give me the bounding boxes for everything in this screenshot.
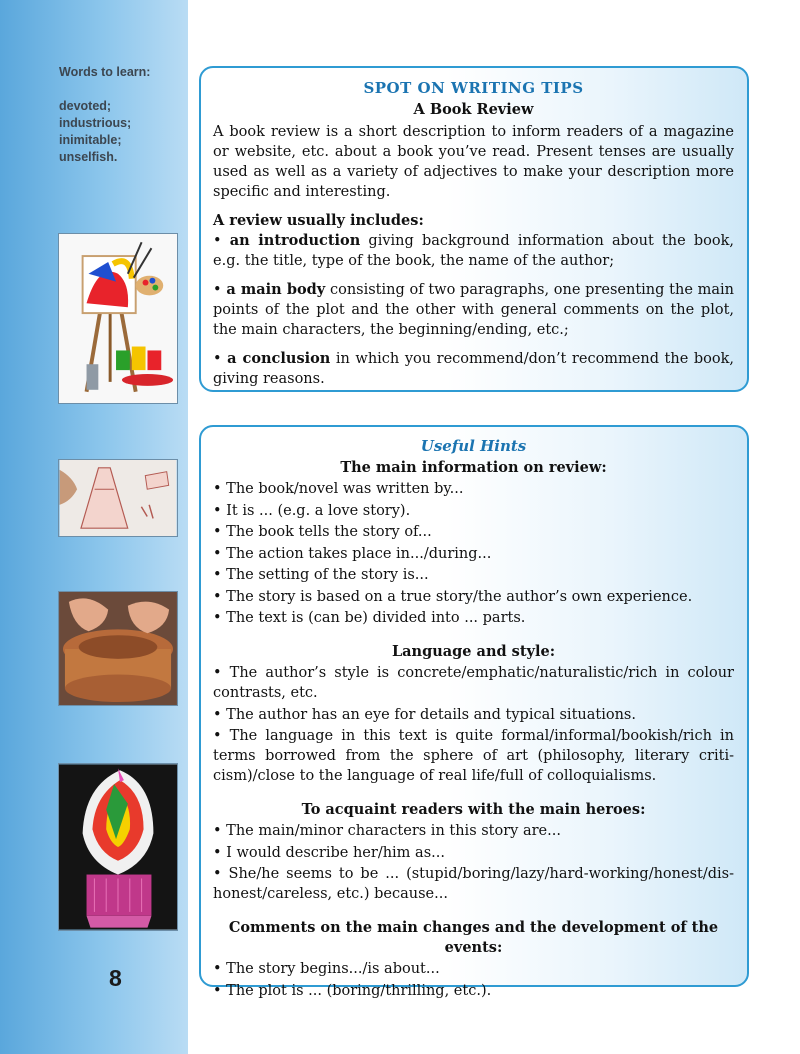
list-item: • The book tells the story of... [213,524,432,540]
includes-label: A review usually includes: [213,212,424,229]
tips-subtitle: A Book Review [413,101,534,118]
modular-origami-icon [58,763,178,931]
list-item: • The author has an eye for details and typical situations. [213,706,636,723]
words-title: Words to learn: [59,65,151,79]
section-heading: Language and style: [391,643,556,660]
include-term: an introduction [229,232,361,249]
list-item: • The action takes place in.../during... [213,545,492,562]
section-heading: The main information on review: [340,459,607,476]
list-item: • I would describe her/him as... [213,844,445,861]
hint-list [213,821,734,904]
include-item [213,280,734,340]
list-item: • The setting of the story is... [213,567,429,583]
hint-list [213,663,734,786]
dress-sketch-drawing [59,460,177,536]
bullet: • [213,351,222,367]
include-term: a main body [226,281,326,298]
include-text: giving background information about the book, e.g. the title, type of the book, the name of the author; [213,233,734,269]
hint-list [213,479,734,628]
bullet: • [213,233,222,249]
list-item: • The story is based on a true story/the author’s own experience. [213,588,693,605]
word-item: unselfish. [59,150,118,164]
word-item: devoted; [59,99,112,113]
page-number: 8 [109,965,122,991]
easel-paints-icon [58,233,178,404]
list-item: • The book/novel was written by... [213,481,464,497]
modular-origami-drawing [59,764,177,930]
list-item: • It is ... (e.g. a love story). [213,502,411,519]
list-item: • The story begins.../is about... [213,961,440,977]
list-item: • The language in this text is quite formal/informal/bookish/rich in terms borrowed from the sphere of art (philosophy, literary criti-cism)/close to the language of real life/full of colloquialisms. [213,728,734,784]
list-item: • The text is (can be) divided into ... parts. [213,610,526,626]
include-item [213,349,734,389]
easel-paints-drawing [59,234,177,403]
words-to-learn [59,64,179,166]
include-text: in which you recommend/don’t recommend the book, giving reasons. [213,351,734,387]
hints-title: Useful Hints [420,437,527,455]
pottery-wheel-drawing [59,592,177,705]
include-item [213,231,734,271]
tips-title: SPOT ON WRITING TIPS [363,79,584,97]
useful-hints-box [199,425,749,999]
word-item: industrious; [59,116,132,130]
section-heading: To acquaint readers with the main heroes: [301,801,646,818]
include-text: consisting of two paragraphs, one presenting the main points of the plot and the other with general comments on the plot, the main characters, the beginning/ending, etc.; [213,282,735,338]
list-item: • The author’s style is concrete/emphatic/naturalistic/rich in colour contrasts, etc. [213,665,734,701]
section-heading: Comments on the main changes and the development of the events: [228,919,719,956]
list-item: • The main/minor characters in this story are... [213,823,561,839]
dress-sketch-icon [58,459,178,537]
list-item: • The plot is ... (boring/thrilling, etc.). [213,982,492,999]
list-item: • She/he seems to be ... (stupid/boring/lazy/hard-working/honest/dis-honest/careless, etc.) because... [213,866,734,902]
bullet: • [213,282,222,298]
pottery-wheel-icon [58,591,178,706]
include-term: a conclusion [227,350,331,367]
tips-intro: A book review is a short description to inform readers of a magazine or website, etc. about a book you’ve read. Present tenses are usually used as well as a variety of adjectives to make your description more specific and interesting. [213,124,734,200]
writing-tips-box [199,66,749,392]
word-item: inimitable; [59,133,122,147]
hint-list [213,959,734,1001]
